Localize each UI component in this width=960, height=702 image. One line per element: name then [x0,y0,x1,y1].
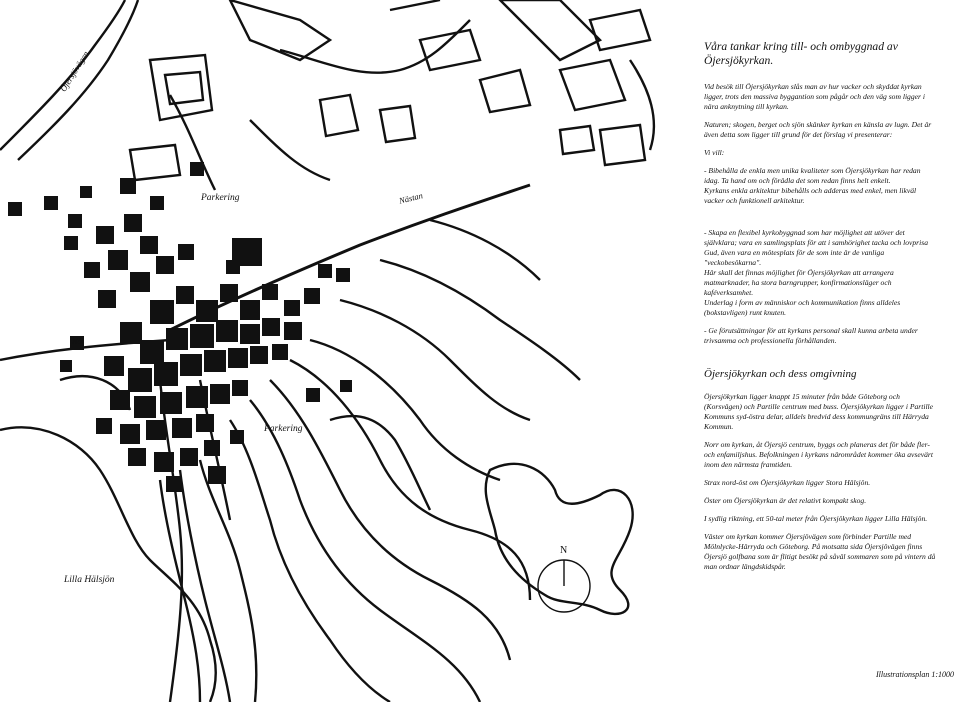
road-ojersjovagen-edge [18,0,138,160]
tree [220,284,238,302]
parking-label-north: Parkering [201,193,240,203]
building-outline [560,60,625,110]
building-outline [130,145,180,180]
contour-line [340,300,530,420]
contour-line [430,220,540,280]
tree [210,384,230,404]
tree [96,418,112,434]
tree [240,300,260,320]
tree [130,272,150,292]
scale-label: Illustrationsplan 1:1000 [875,670,954,679]
tree [44,196,58,210]
tree [250,346,268,364]
tree [84,262,100,278]
tree [108,250,128,270]
tree [318,264,332,278]
lake-outline [330,416,430,510]
road-ojersjovagen [0,0,125,150]
tree [64,236,78,250]
tree [166,328,188,350]
tree [140,236,158,254]
tree [196,300,218,322]
tree [120,322,142,344]
tree [284,322,302,340]
north-arrow-icon [536,546,592,616]
tree [208,466,226,484]
tree [128,368,152,392]
building-outline [560,126,594,154]
contour-line [230,420,390,702]
tree [154,362,178,386]
tree [336,268,350,282]
tree [204,350,226,372]
surroundings-paragraph-4: Öster om Öjersjökyrkan är det relativt kompakt skog. [704,496,867,505]
building-outline [600,125,645,165]
tree [120,178,136,194]
tree [172,418,192,438]
tree [240,324,260,344]
tree [176,286,194,304]
surroundings-paragraph-1: Öjersjökyrkan ligger knappt 15 minuter från både Göteborg och (Korsvägen) och Partille centrum med buss. Öjersjökyrkan ligger i Partille Kommuns syd-östra delar, alldels bredvid dess kommungräns till Härryda Kommun. [704,392,934,431]
surroundings-paragraph-2: Norr om kyrkan, åt Öjersjö centrum, byggs och planeras det för både fler-och enfamiljshus. Befolkningen i kyrkans närområdet kommer öka avsevärt inom den närmsta framtiden. [704,440,933,469]
tree [80,186,92,198]
building-outline [320,95,358,136]
tree [110,390,130,410]
building-outline [390,0,480,70]
tree [96,226,114,244]
tree [180,448,198,466]
tree [186,386,208,408]
tree [262,318,280,336]
contour-line [200,460,256,702]
road-label-left: Nä [72,336,82,346]
surroundings-paragraph-3: Strax nord-öst om Öjersjökyrkan ligger Stora Hälsjön. [704,478,871,487]
tree [272,344,288,360]
tree [134,396,156,418]
tree [180,354,202,376]
tree [228,348,248,368]
tree [216,320,238,342]
surroundings-paragraph-5: I sydlig riktning, ett 50-tal meter från Öjersjökyrkan ligger Lilla Hälsjön. [704,514,928,523]
tree [204,440,220,456]
tree [306,388,320,402]
nature-paragraph: Naturen; skogen, berget och sjön skänker kyrkan en känsla av lugn. Det är även detta som ligger till grund för det förslag vi presenterar: [704,120,932,139]
building-outline [280,20,470,73]
surroundings-paragraph-6: Väster om kyrkan kommer Öjersjövägen som förbinder Partille med Mölnlycke-Härryda och Göteborg. På motsatta sida Öjersjövägen finns Öjersjö golfbana som är flitigt besökt på såväl sommaren som på vintern då man ordnar längdskidspår. [704,532,936,571]
goal-point-1: - Bibehålla de enkla men unika kvaliteter som Öjersjökyrkan har redan idag. Ta hand om och förädla det som redan finns helt enkelt. Kyrkans enkla arkitektur bibehålls och adderas med enkel, men likväl vacker och funktionell arkitektur. [704,166,921,205]
tree [156,256,174,274]
intro-paragraph: Vid besök till Öjersjökyrkan slås man av hur vacker och skyddat kyrkan ligger, trots den massiva byggantion som pågår och den väg som ligger i nära anknytning till kyrkan. [704,82,925,111]
parking-label-south: Parkering [264,424,303,434]
building-outline [165,72,203,104]
tree [120,424,140,444]
contour-line [0,427,216,702]
road-label-ojersjovagen: Öjersjövägen [58,49,91,94]
tree [124,214,142,232]
road-label-nastan: Nästan [398,190,424,206]
panel-title: Våra tankar kring till- och ombyggnad av Öjersjökyrkan. [704,40,898,67]
tree [128,448,146,466]
we-want-label: Vi vill: [704,148,725,157]
goal-point-2: - Skapa en flexibel kyrkobyggnad som har möjlighet att utöver det självklara; vara en samlingsplats för att i samhörighet tacka och lovprisa Gud, även vara en mötesplats för de som inte är de vanliga "veckobesökarna". Här skall det finnas möjlighet för Öjersjökyrkan att arrangera matmarknader, ha stora barngrupper, konfirmationsläger och kaféverksamhet. Underlag i form av människor och kommunikation finns alldeles (bokstavligen) runt knuten. [704,228,929,317]
church-building [226,260,240,274]
tree [150,300,174,324]
road-main [170,185,530,330]
tree [8,202,22,216]
lake-label-lilla-halsjon: Lilla Hälsjön [64,575,115,585]
building-outline [500,0,600,60]
section-title: Öjersjökyrkan och dess omgivning [704,368,857,380]
tree [284,300,300,316]
tree [60,360,72,372]
contour-line [250,400,480,702]
building-outline [250,120,330,180]
goal-point-3: - Ge förutsättningar för att kyrkans personal skall kunna arbeta under trivsamma och professionella förhållanden. [704,326,918,345]
tree [230,430,244,444]
tree [262,284,278,300]
building-outline [380,106,415,142]
tree [196,414,214,432]
tree [232,380,248,396]
contour-line [160,480,200,702]
contour-line [180,470,230,702]
building-outline [480,70,530,112]
building-outline [590,10,650,50]
tree [146,420,166,440]
tree [178,244,194,260]
contour-line [290,360,530,600]
tree [104,356,124,376]
tree [154,452,174,472]
description-panel [704,40,936,580]
tree [140,340,164,364]
tree [304,288,320,304]
tree [68,214,82,228]
tree [160,392,182,414]
tree [150,196,164,210]
contour-line [380,260,580,380]
tree [166,476,182,492]
tree [190,162,204,176]
tree [98,290,116,308]
tree [340,380,352,392]
tree [190,324,214,348]
north-letter: N [560,545,568,556]
